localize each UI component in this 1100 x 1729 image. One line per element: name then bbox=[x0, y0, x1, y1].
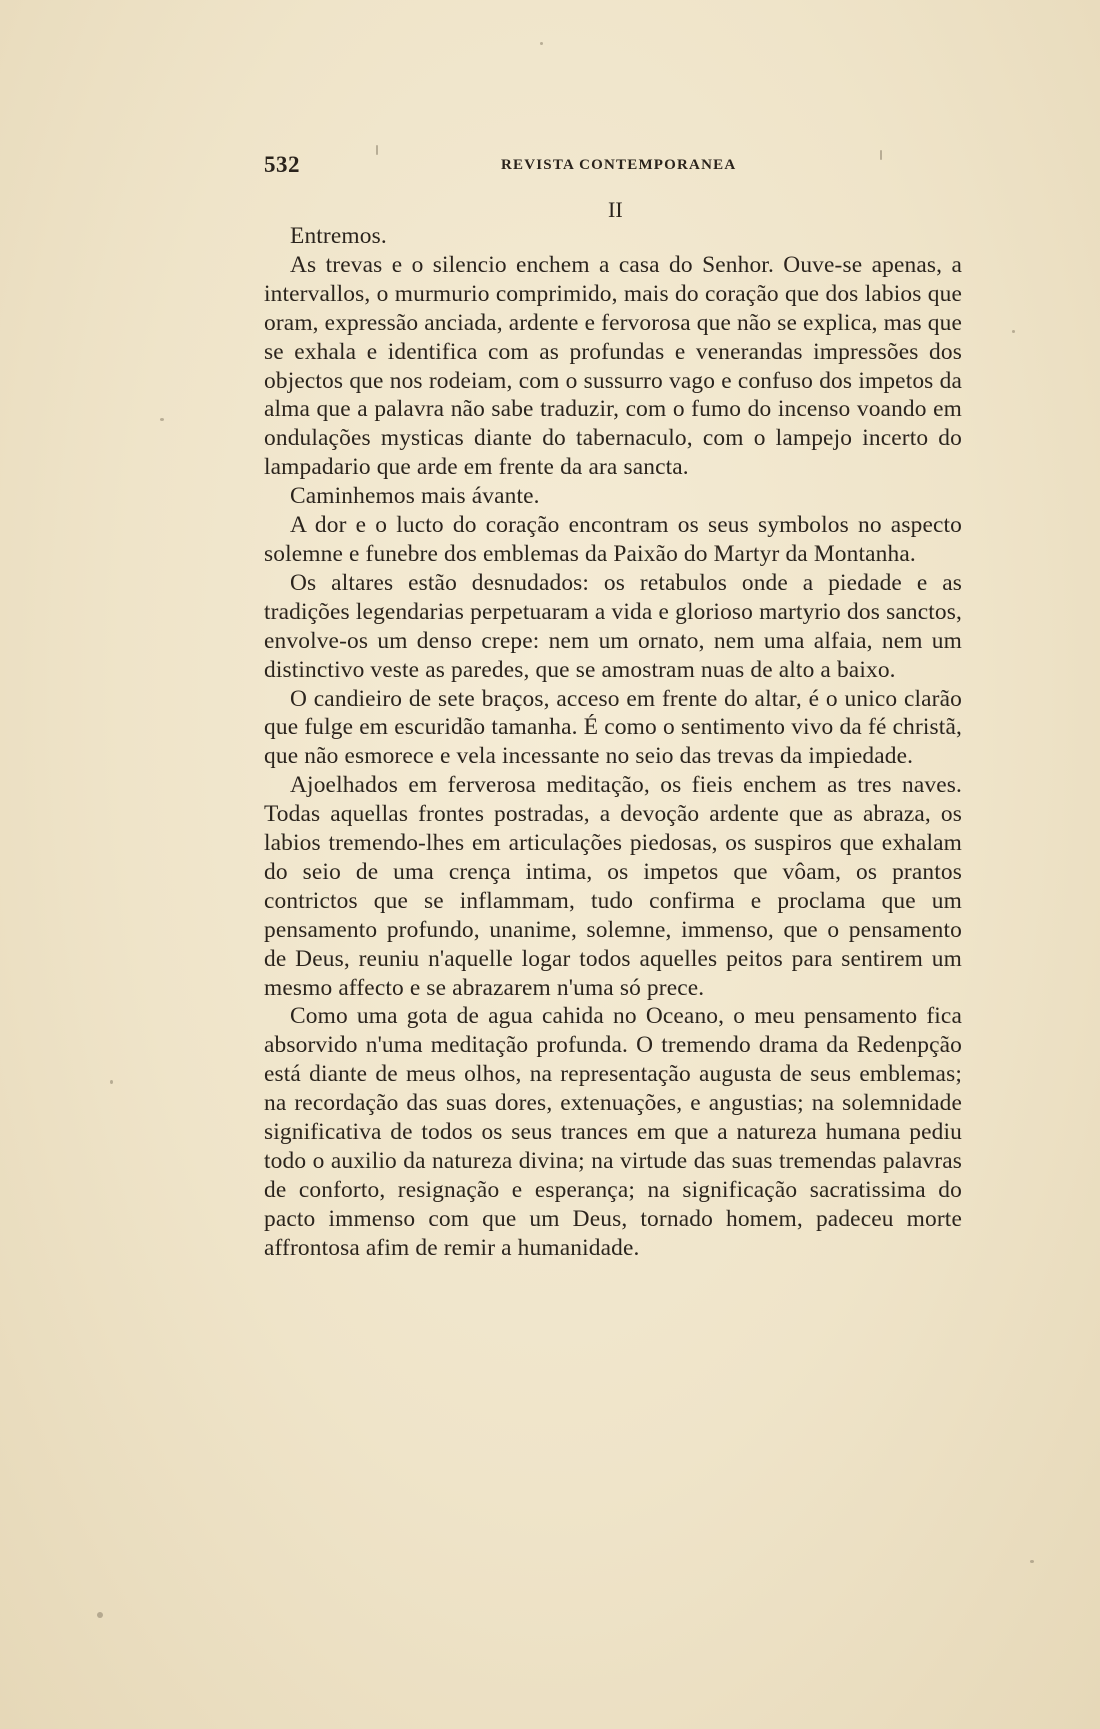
paper-speck bbox=[110, 1080, 113, 1084]
paragraph: Os altares estão desnudados: os retabulos onde a piedade e as tradições legendarias perpetuaram a vida e glorioso martyrio dos sanctos, envolve-os um denso crepe: nem um ornato, nem uma alfaia, nem um distinctivo veste as paredes, que se amostram nuas de alto a baixo. bbox=[264, 569, 962, 683]
paragraph: As trevas e o silencio enchem a casa do Senhor. Ouve-se apenas, a intervallos, o murmurio comprimido, mais do coração que dos labios que oram, expressão anciada, ardente e fervorosa que não se explica, mas que se exhala e identifica com as profundas e venerandas impressões dos objectos que nos rodeiam, com o sussurro vago e confuso dos impetos da alma que a palavra não sabe traduzir, com o fumo do incenso voando em ondulações mysticas diante do tabernaculo, com o lampejo incerto do lampadario que arde em frente da ara sancta. bbox=[264, 251, 962, 481]
paragraph: O candieiro de sete braços, acceso em frente do altar, é o unico clarão que fulge em escuridão tamanha. É como o sentimento vivo da fé christã, que não esmorece e vela incessante no seio das trevas da impiedade. bbox=[264, 685, 962, 770]
paragraph: A dor e o lucto do coração encontram os seus symbolos no aspecto solemne e funebre dos emblemas da Paixão do Martyr da Montanha. bbox=[264, 512, 962, 567]
paragraph: Entremos. bbox=[290, 223, 387, 249]
page-number: 532 bbox=[264, 152, 300, 177]
section-heading: II bbox=[608, 197, 623, 222]
paper-speck bbox=[160, 418, 164, 421]
paper-speck bbox=[1030, 1560, 1034, 1563]
paragraph: Ajoelhados em ferverosa meditação, os fieis enchem as tres naves. Todas aquellas frontes postradas, a devoção ardente que as abraza, os labios tremendo-lhes em articulações piedosas, os suspiros que exhalam do seio de uma crença intima, os impetos que vôam, os prantos contrictos que se inflammam, tudo confirma e proclama que um pensamento profundo, unanime, solemne, immenso, que o pensamento de Deus, reuniu n'aquelle logar todos aquelles peitos para sentirem um mesmo affecto e se abrazarem n'uma só prece. bbox=[264, 772, 962, 1001]
paragraph: Como uma gota de agua cahida no Oceano, o meu pensamento fica absorvido n'uma meditação profunda. O tremendo drama da Redenpção está diante de meus olhos, na representação augusta de seus emblemas; na recordação das suas dores, extenuações, e angustias; na solemnidade significativa de todos os seus trances em que a natureza humana pediu todo o auxilio da natureza divina; na virtude das suas tremendas palavras de conforto, resignação e esperança; na significação sacratissima do pacto immenso com que um Deus, tornado homem, padeceu morte affrontosa afim de remir a humanidade. bbox=[264, 1003, 962, 1261]
body-text bbox=[264, 222, 962, 1263]
running-header bbox=[264, 152, 737, 178]
paper-speck bbox=[97, 1612, 103, 1618]
paper-speck bbox=[880, 150, 882, 160]
paper-speck bbox=[1012, 330, 1015, 333]
paper-speck bbox=[540, 42, 543, 45]
journal-title: REVISTA CONTEMPORANEA bbox=[501, 157, 737, 173]
paragraph: Caminhemos mais ávante. bbox=[290, 483, 540, 510]
